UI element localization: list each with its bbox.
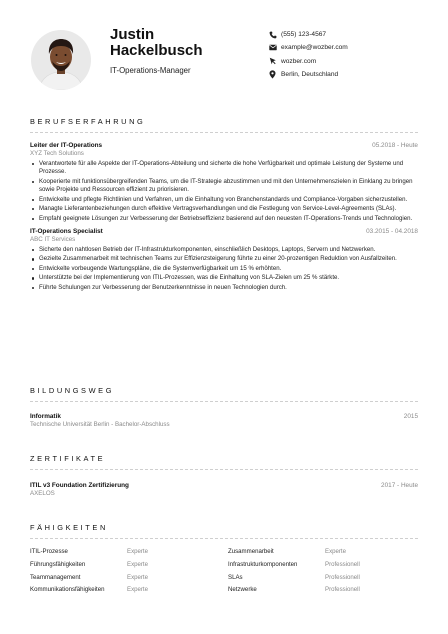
skills-grid [30, 547, 418, 594]
skill-level: Experte [127, 548, 149, 555]
education-section [30, 386, 418, 428]
skill-level: Experte [127, 573, 149, 581]
job-role: Leiter der IT-Operations [30, 142, 103, 149]
job-bullets [30, 246, 418, 292]
job-company: ABC IT Services [30, 235, 76, 243]
skill-level: Experte [325, 548, 347, 555]
profile-photo [31, 30, 91, 90]
certificate-entry [30, 482, 418, 497]
envelope-icon [268, 43, 277, 52]
job-date: 03.2015 - 04.2018 [366, 227, 418, 235]
contact-phone [268, 28, 438, 41]
education-title: BILDUNGSWEG [30, 386, 418, 402]
experience-entry [30, 228, 418, 292]
list-item: Unterstützte bei der Implementierung von ITIL-Prozessen, was die Einhaltung von SLA-Zielen um 25 % stärkte. [30, 274, 418, 282]
skills-title: FÄHIGKEITEN [30, 523, 418, 539]
degree: Informatik [30, 413, 61, 420]
job-title: IT-Operations-Manager [110, 66, 191, 75]
list-item: Kooperierte mit funktionsübergreifenden Teams, um die IT-Strategie abzustimmen und mit den Unternehmenszielen in Einklang zu bringen sowie Projekte und Ressourcen effizient zu priorisieren. [30, 178, 418, 195]
cursor-icon [268, 57, 277, 66]
contact-website [268, 55, 438, 68]
contact-location [268, 68, 438, 81]
list-item: Entwickelte vorbeugende Wartungspläne, die die Systemverfügbarkeit um 15 % erhöhten. [30, 265, 418, 273]
list-item: Empfahl geeignete Lösungen zur Verbesserung der Betriebseffizienz basierend auf den neuesten IT-Operations-Trends und Technologien. [30, 215, 418, 223]
skill-name: Kommunikationsfähigkeiten [30, 586, 105, 594]
last-name: Hackelbusch [110, 42, 203, 59]
education-entry [30, 413, 418, 428]
skill-name: Führungsfähigkeiten [30, 560, 86, 568]
contact-list [268, 28, 438, 81]
location-text: Berlin, Deutschland [281, 70, 339, 78]
list-item: Entwickelte und pflegte Richtlinien und Verfahren, um die Einhaltung von Branchenstandards und Compliance-Vorgaben sicherzustellen. [30, 196, 418, 204]
skill-name: SLAs [228, 573, 243, 581]
map-pin-icon [268, 70, 277, 79]
school: Technische Universität Berlin - Bachelor-Abschluss [30, 421, 170, 428]
list-item: Verantwortete für alle Aspekte der IT-Operations-Abteilung und sicherte die hohe Verfügbarkeit und optimale Leistung der Systeme und Prozesse. [30, 160, 418, 177]
list-item: Sicherte den nahtlosen Betrieb der IT-Infrastrukturkomponenten, einschließlich Desktops, Laptops, Servern und Netzwerken. [30, 246, 418, 254]
phone-icon [268, 30, 277, 39]
email-text: example@wozber.com [281, 44, 348, 52]
job-bullets [30, 160, 418, 223]
certificates-section [30, 454, 418, 497]
skill-name: Teammanagement [30, 573, 81, 581]
education-date: 2015 [403, 413, 418, 420]
resume-header [0, 0, 448, 100]
skill-level: Professionell [325, 586, 360, 594]
skill-level: Professionell [325, 573, 360, 581]
skill-level: Experte [127, 586, 149, 594]
job-date: 05.2018 - Heute [372, 142, 418, 149]
list-item: Führte Schulungen zur Verbesserung der Benutzerkenntnisse in neuen Technologien durch. [30, 284, 418, 292]
list-item: Gezielte Zusammenarbeit mit technischen Teams zur Effizienzsteigerung führte zu einer 20-prozentigen Reduktion von Ausfallzeiten. [30, 255, 418, 263]
skill-level: Professionell [325, 560, 360, 568]
contact-email [268, 41, 438, 54]
job-company: XYZ Tech Solutions [30, 150, 84, 157]
skills-section [30, 523, 418, 594]
certificate-name: ITIL v3 Foundation Zertifizierung [30, 482, 129, 489]
experience-entry [30, 142, 418, 223]
list-item: Managte Lieferantenbeziehungen durch effektive Vertragsverhandlungen und die Festlegung von Service-Level-Agreements (SLAs). [30, 205, 418, 213]
skill-level: Experte [127, 560, 149, 568]
experience-title: BERUFSERFAHRUNG [30, 117, 418, 133]
skill-name: Netzwerke [228, 586, 257, 594]
phone-text: (555) 123-4567 [281, 31, 327, 38]
skill-name: Infrastrukturkomponenten [228, 560, 298, 568]
full-name [110, 27, 260, 59]
website-text: wozber.com [281, 57, 317, 65]
skill-name: Zusammenarbeit [228, 548, 274, 555]
avatar-illustration [31, 30, 91, 90]
job-role: IT-Operations Specialist [30, 227, 103, 235]
experience-section [30, 117, 418, 293]
certificates-title: ZERTIFIKATE [30, 454, 418, 470]
certificate-date: 2017 - Heute [381, 482, 418, 489]
skill-name: ITIL-Prozesse [30, 548, 68, 555]
certificate-issuer: AXELOS [30, 490, 55, 497]
first-name: Justin [110, 26, 155, 43]
